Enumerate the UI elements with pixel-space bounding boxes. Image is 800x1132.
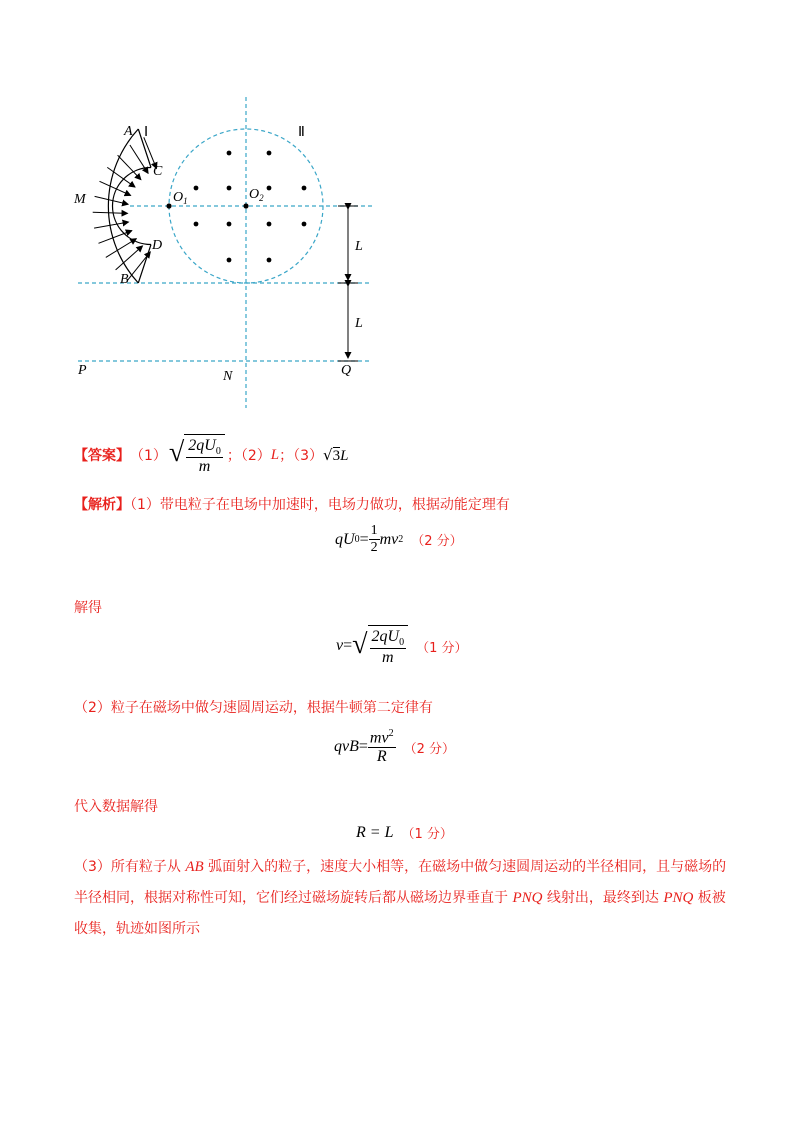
- analysis-solve-2: 代入数据解得: [74, 799, 158, 815]
- label-region-2: Ⅱ: [298, 125, 305, 140]
- point-o2: [243, 203, 248, 208]
- answer-part1-sqrt: √ $\frac{2qU_0}{m}$: [169, 434, 225, 476]
- answer-tag: 【答案】: [74, 448, 130, 464]
- answer-part2: L: [270, 446, 280, 463]
- point-o1: [166, 203, 171, 208]
- label-b: B: [120, 272, 129, 287]
- analysis-solve-1: 解得: [74, 600, 102, 616]
- answer-part1-label: （1）: [130, 448, 167, 464]
- label-n: N: [223, 369, 233, 384]
- analysis-tag: 【解析】: [74, 497, 130, 513]
- dashed-guides: [78, 97, 372, 408]
- label-c: C: [153, 164, 163, 179]
- label-q: Q: [341, 363, 352, 378]
- analysis-line3c: 收集，轨迹如图所示: [74, 921, 200, 937]
- label-region-1: Ⅰ: [144, 125, 149, 140]
- analysis-line2: （2）粒子在磁场中做匀速圆周运动，根据牛顿第二定律有: [74, 700, 433, 716]
- label-d: D: [152, 238, 163, 253]
- equation-4: R = L （1 分）: [356, 823, 453, 842]
- answer-part3: √3L: [323, 445, 349, 464]
- label-a: A: [124, 124, 133, 139]
- physics-diagram: [0, 0, 800, 420]
- answer-sep1: ；（2）: [226, 448, 271, 464]
- answer-line: [74, 432, 348, 478]
- analysis-line3a: （3）所有粒子从 AB 弧面射入的粒子，速度大小相等，在磁场中做匀速圆周运动的半径相同，且与磁场的: [74, 859, 727, 875]
- equation-2: v = √ $\frac{2qU_0}{m}$ （1 分）: [336, 625, 467, 667]
- label-m: M: [74, 192, 86, 207]
- dimension-arrows: [338, 206, 358, 361]
- equation-1: qU 0 = $\frac{1}{2}$ mv 2 （2 分）: [335, 523, 463, 555]
- label-p: P: [78, 363, 87, 378]
- label-o1: $O_1$: [173, 190, 188, 206]
- answer-sep2: ；（3）: [279, 448, 324, 464]
- equation-3: qvB = $\frac{mv^2}{R}$ （2 分）: [334, 728, 455, 766]
- label-o2: $O_2$: [249, 187, 264, 203]
- label-l-lower: L: [355, 316, 363, 331]
- analysis-line1: 【解析】（1）带电粒子在电场中加速时，电场力做功，根据动能定理有: [74, 497, 510, 513]
- analysis-line3b: 半径相同，根据对称性可知，它们经过磁场旋转后都从磁场边界垂直于 PNQ 线射出，最终到达 PNQ 板被: [74, 890, 726, 906]
- label-l-upper: L: [355, 239, 363, 254]
